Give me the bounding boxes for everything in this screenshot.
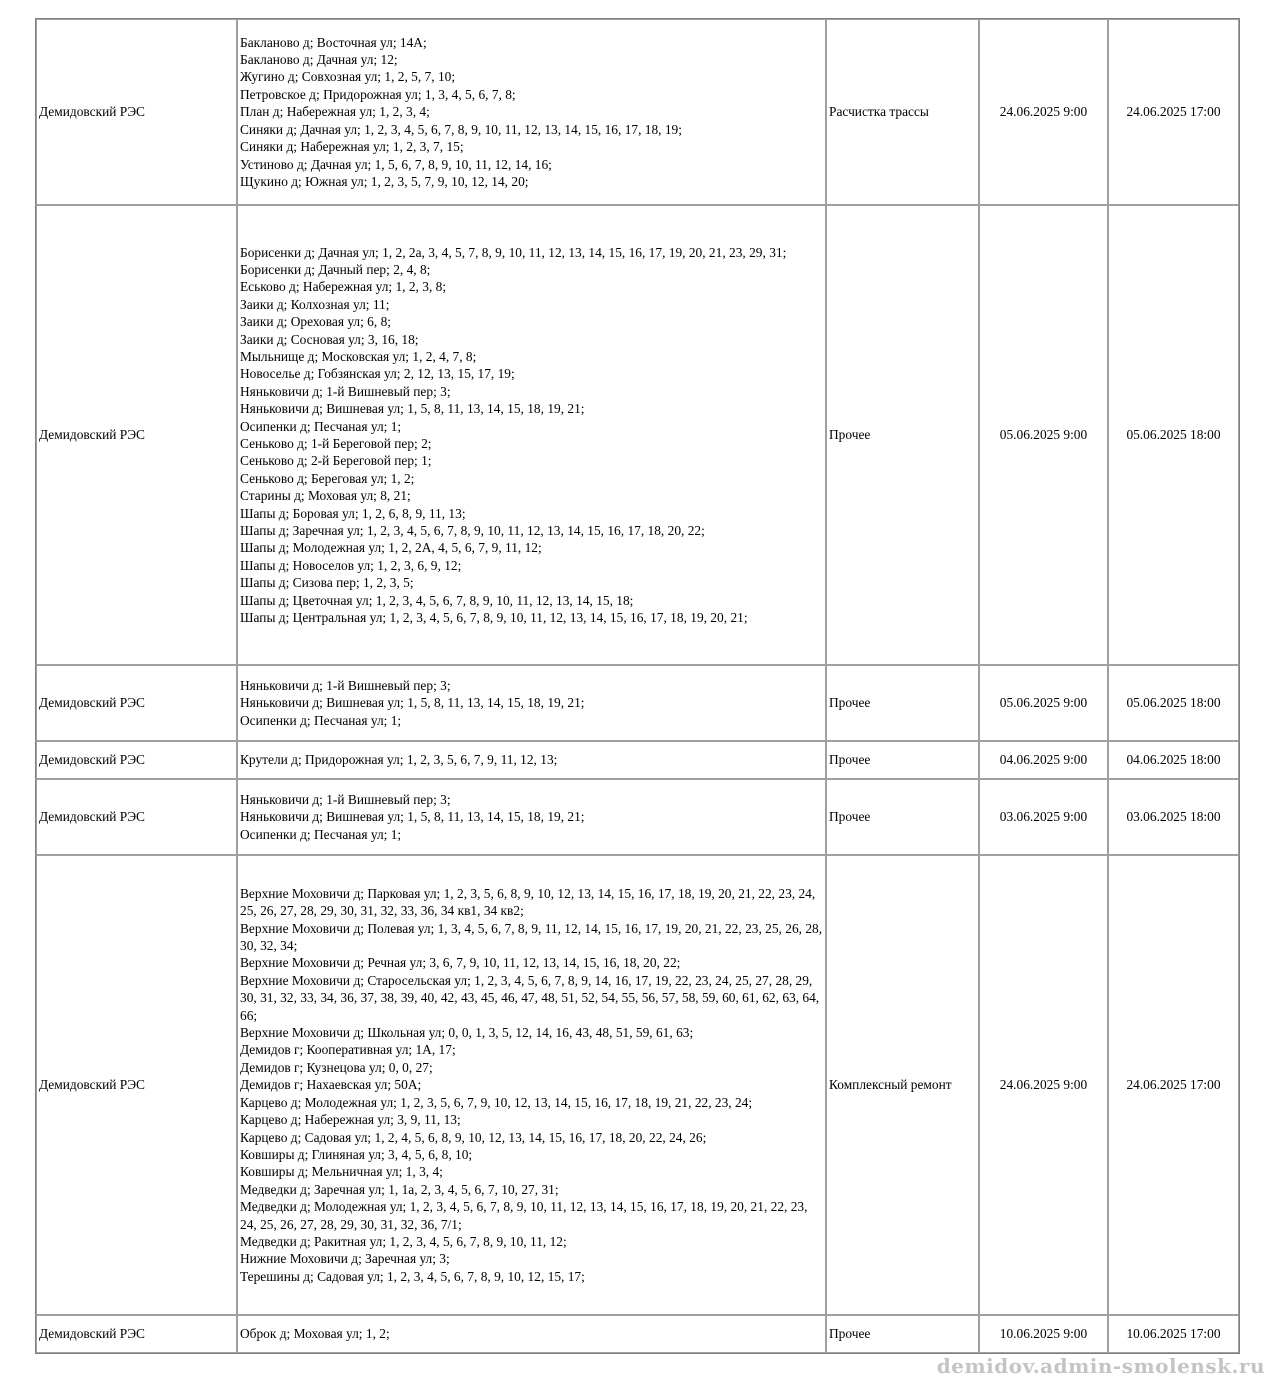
address-line: Осипенки д; Песчаная ул; 1; [240, 826, 402, 842]
addresses-cell [237, 741, 826, 779]
address-line: Борисенки д; Дачный пер; 2, 4, 8; [240, 261, 431, 277]
table-row [36, 855, 1239, 1315]
address-line: Верхние Моховичи д; Речная ул; 3, 6, 7, 9, 10, 11, 12, 13, 14, 15, 16, 18, 20, 22; [240, 955, 681, 971]
address-line: Еськово д; Набережная ул; 1, 2, 3, 8; [240, 279, 447, 295]
address-line: Медведки д; Заречная ул; 1, 1а, 2, 3, 4, 5, 6, 7, 10, 27, 31; [240, 1181, 559, 1197]
address-line: Няньковичи д; Вишневая ул; 1, 5, 8, 11, 13, 14, 15, 18, 19, 21; [240, 695, 585, 711]
address-line: План д; Набережная ул; 1, 2, 3, 4; [240, 104, 430, 120]
table-row [36, 205, 1239, 665]
address-line: Шапы д; Боровая ул; 1, 2, 6, 8, 9, 11, 13; [240, 505, 466, 521]
addresses-cell [237, 855, 826, 1315]
address-line: Шапы д; Цветочная ул; 1, 2, 3, 4, 5, 6, 7, 8, 9, 10, 11, 12, 13, 14, 15, 18; [240, 592, 634, 608]
res-cell: Демидовский РЭС [36, 1315, 237, 1353]
res-cell: Демидовский РЭС [36, 741, 237, 779]
end-time-cell: 24.06.2025 17:00 [1108, 19, 1239, 205]
address-line: Осипенки д; Песчаная ул; 1; [240, 418, 402, 434]
site-watermark: demidov.admin-smolensk.ru [936, 1354, 1265, 1378]
address-line: Шапы д; Центральная ул; 1, 2, 3, 4, 5, 6, 7, 8, 9, 10, 11, 12, 13, 14, 15, 16, 17, 18, 19, 20, 21; [240, 610, 748, 626]
address-line: Мыльнище д; Московская ул; 1, 2, 4, 7, 8; [240, 348, 477, 364]
address-line: Медведки д; Молодежная ул; 1, 2, 3, 4, 5, 6, 7, 8, 9, 10, 11, 12, 13, 14, 15, 16, 17, 18, 19, 20, 21, 22, 23, 24, 25, 26, 27, 28, 29, 30, 31, 32, 36, 7/1; [240, 1199, 808, 1232]
addresses-cell [237, 779, 826, 855]
res-cell: Демидовский РЭС [36, 665, 237, 741]
work-type-cell: Прочее [826, 665, 979, 741]
addresses-cell [237, 19, 826, 205]
address-line: Щукино д; Южная ул; 1, 2, 3, 5, 7, 9, 10, 12, 14, 20; [240, 173, 529, 189]
address-line: Борисенки д; Дачная ул; 1, 2, 2а, 3, 4, 5, 7, 8, 9, 10, 11, 12, 13, 14, 15, 16, 17, 19, 20, 21, 23, 29, 31; [240, 244, 787, 260]
address-line: Сеньково д; 2-й Береговой пер; 1; [240, 453, 432, 469]
res-cell: Демидовский РЭС [36, 779, 237, 855]
address-line: Заики д; Сосновая ул; 3, 16, 18; [240, 331, 419, 347]
address-line: Синяки д; Дачная ул; 1, 2, 3, 4, 5, 6, 7, 8, 9, 10, 11, 12, 13, 14, 15, 16, 17, 18, 19; [240, 121, 682, 137]
res-cell: Демидовский РЭС [36, 205, 237, 665]
work-type-cell: Комплексный ремонт [826, 855, 979, 1315]
address-line: Петровское д; Придорожная ул; 1, 3, 4, 5, 6, 7, 8; [240, 86, 516, 102]
end-time-cell: 05.06.2025 18:00 [1108, 205, 1239, 665]
address-line: Няньковичи д; 1-й Вишневый пер; 3; [240, 383, 451, 399]
address-line: Няньковичи д; Вишневая ул; 1, 5, 8, 11, 13, 14, 15, 18, 19, 21; [240, 401, 585, 417]
address-line: Ковширы д; Глиняная ул; 3, 4, 5, 6, 8, 10; [240, 1146, 473, 1162]
address-line: Карцево д; Набережная ул; 3, 9, 11, 13; [240, 1112, 461, 1128]
address-line: Шапы д; Сизова пер; 1, 2, 3, 5; [240, 575, 414, 591]
address-line: Ковширы д; Мельничная ул; 1, 3, 4; [240, 1164, 443, 1180]
address-line: Заики д; Колхозная ул; 11; [240, 296, 390, 312]
address-line: Шапы д; Новоселов ул; 1, 2, 3, 6, 9, 12; [240, 557, 462, 573]
address-line: Няньковичи д; Вишневая ул; 1, 5, 8, 11, 13, 14, 15, 18, 19, 21; [240, 809, 585, 825]
address-line: Шапы д; Заречная ул; 1, 2, 3, 4, 5, 6, 7, 8, 9, 10, 11, 12, 13, 14, 15, 16, 17, 18, 20, 22; [240, 523, 705, 539]
address-line: Сеньково д; Береговая ул; 1, 2; [240, 470, 415, 486]
start-time-cell: 24.06.2025 9:00 [979, 19, 1108, 205]
address-line: Нижние Моховичи д; Заречная ул; 3; [240, 1251, 450, 1267]
addresses-cell [237, 205, 826, 665]
end-time-cell: 03.06.2025 18:00 [1108, 779, 1239, 855]
address-line: Карцево д; Садовая ул; 1, 2, 4, 5, 6, 8, 9, 10, 12, 13, 14, 15, 16, 17, 18, 20, 22, 24, 26; [240, 1129, 707, 1145]
table-row [36, 19, 1239, 205]
work-type-cell: Прочее [826, 205, 979, 665]
table-row [36, 1315, 1239, 1353]
table-row [36, 779, 1239, 855]
end-time-cell: 04.06.2025 18:00 [1108, 741, 1239, 779]
end-time-cell: 05.06.2025 18:00 [1108, 665, 1239, 741]
addresses-cell [237, 1315, 826, 1353]
work-type-cell: Расчистка трассы [826, 19, 979, 205]
address-line: Няньковичи д; 1-й Вишневый пер; 3; [240, 791, 451, 807]
start-time-cell: 04.06.2025 9:00 [979, 741, 1108, 779]
end-time-cell: 24.06.2025 17:00 [1108, 855, 1239, 1315]
outage-schedule-table [35, 18, 1240, 1354]
table-row [36, 665, 1239, 741]
address-line: Старины д; Моховая ул; 8, 21; [240, 488, 411, 504]
address-line: Верхние Моховичи д; Старосельская ул; 1, 2, 3, 4, 5, 6, 7, 8, 9, 14, 16, 17, 19, 22, 23, 24, 25, 27, 28, 29, 30, 31, 32, 33, 34, 36, 37, 38, 39, 40, 42, 43, 45, 46, 47, 48, 51, 52, 54, 55, 56, 57, 58, 59, 60, 61, 62, 63, 64, 66; [240, 972, 820, 1023]
address-line: Осипенки д; Песчаная ул; 1; [240, 712, 402, 728]
res-cell: Демидовский РЭС [36, 19, 237, 205]
address-line: Медведки д; Ракитная ул; 1, 2, 3, 4, 5, 6, 7, 8, 9, 10, 11, 12; [240, 1233, 567, 1249]
address-line: Карцево д; Молодежная ул; 1, 2, 3, 5, 6, 7, 9, 10, 12, 13, 14, 15, 16, 17, 18, 19, 21, 22, 23, 24; [240, 1094, 753, 1110]
address-line: Верхние Моховичи д; Школьная ул; 0, 0, 1, 3, 5, 12, 14, 16, 43, 48, 51, 59, 61, 63; [240, 1025, 694, 1041]
work-type-cell: Прочее [826, 741, 979, 779]
address-line: Оброк д; Моховая ул; 1, 2; [240, 1326, 390, 1342]
address-line: Верхние Моховичи д; Полевая ул; 1, 3, 4, 5, 6, 7, 8, 9, 11, 12, 14, 15, 16, 17, 19, 20, 21, 22, 23, 25, 26, 28, 30, 32, 34; [240, 920, 823, 954]
address-line: Крутели д; Придорожная ул; 1, 2, 3, 5, 6, 7, 9, 11, 12, 13; [240, 752, 558, 768]
start-time-cell: 03.06.2025 9:00 [979, 779, 1108, 855]
address-line: Бакланово д; Восточная ул; 14А; [240, 34, 427, 50]
address-line: Демидов г; Нахаевская ул; 50А; [240, 1077, 422, 1093]
address-line: Демидов г; Кооперативная ул; 1А, 17; [240, 1042, 456, 1058]
end-time-cell: 10.06.2025 17:00 [1108, 1315, 1239, 1353]
address-line: Терешины д; Садовая ул; 1, 2, 3, 4, 5, 6, 7, 8, 9, 10, 12, 15, 17; [240, 1268, 585, 1284]
address-line: Заики д; Ореховая ул; 6, 8; [240, 314, 391, 330]
address-line: Устиново д; Дачная ул; 1, 5, 6, 7, 8, 9, 10, 11, 12, 14, 16; [240, 156, 552, 172]
start-time-cell: 05.06.2025 9:00 [979, 665, 1108, 741]
start-time-cell: 05.06.2025 9:00 [979, 205, 1108, 665]
res-cell: Демидовский РЭС [36, 855, 237, 1315]
address-line: Шапы д; Молодежная ул; 1, 2, 2А, 4, 5, 6, 7, 9, 11, 12; [240, 540, 542, 556]
work-type-cell: Прочее [826, 779, 979, 855]
start-time-cell: 10.06.2025 9:00 [979, 1315, 1108, 1353]
address-line: Демидов г; Кузнецова ул; 0, 0, 27; [240, 1059, 433, 1075]
address-line: Сеньково д; 1-й Береговой пер; 2; [240, 436, 432, 451]
address-line: Бакланово д; Дачная ул; 12; [240, 52, 398, 68]
address-line: Синяки д; Набережная ул; 1, 2, 3, 7, 15; [240, 139, 464, 155]
address-line: Верхние Моховичи д; Парковая ул; 1, 2, 3, 5, 6, 8, 9, 10, 12, 13, 14, 15, 16, 17, 18, 19, 20, 21, 22, 23, 24, 25, 26, 27, 28, 29, 30, 31, 32, 33, 36, 34 кв1, 34 кв2; [240, 885, 816, 919]
address-line: Няньковичи д; 1-й Вишневый пер; 3; [240, 677, 451, 693]
address-line: Жугино д; Совхозная ул; 1, 2, 5, 7, 10; [240, 69, 456, 85]
addresses-cell [237, 665, 826, 741]
work-type-cell: Прочее [826, 1315, 979, 1353]
table-row [36, 741, 1239, 779]
start-time-cell: 24.06.2025 9:00 [979, 855, 1108, 1315]
address-line: Новоселье д; Гобзянская ул; 2, 12, 13, 15, 17, 19; [240, 366, 515, 382]
